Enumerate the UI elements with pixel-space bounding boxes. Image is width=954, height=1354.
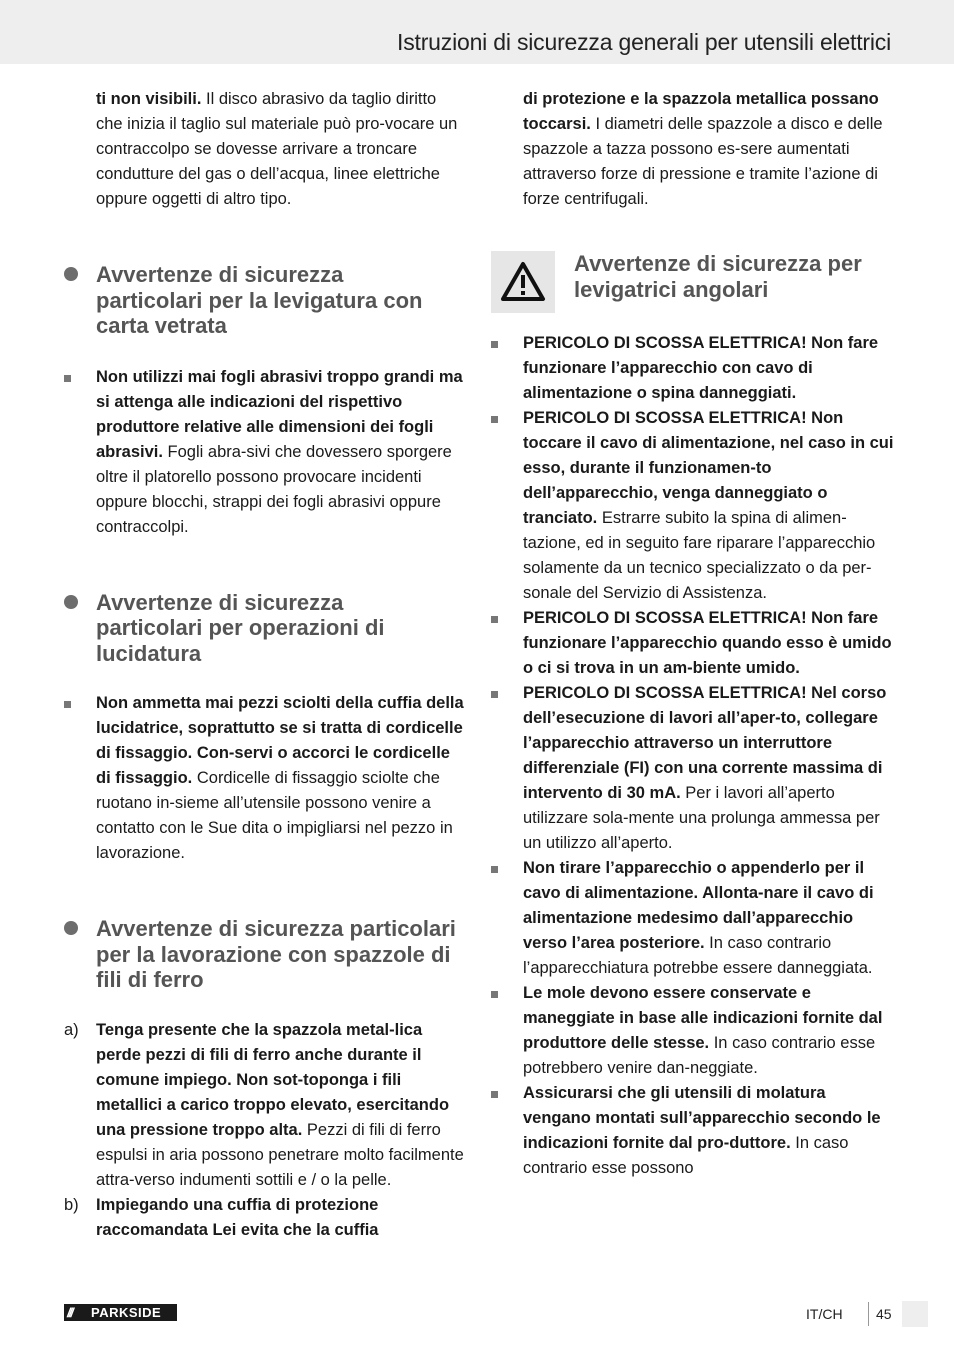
left-intro-bold: ti non visibili. [96, 90, 202, 108]
list-item [489, 606, 894, 681]
bullet-dot-icon [64, 267, 78, 281]
parkside-logo [64, 1304, 177, 1321]
right-intro-paragraph [489, 87, 894, 212]
item-bold: Non ammetta mai pezzi sciolti della cuffia della lucidatrice, soprattutto se si tratta di cordicelle di fissaggio. Con-servi o accorci le cordicelle di fissaggio. [96, 694, 464, 787]
item-bold: PERICOLO DI SCOSSA ELETTRICA! Non toccare il cavo di alimentazione, nel caso in cui esso, durante il funzionamen-to dell’apparecchio, venga danneggiato o tranciato. [523, 409, 894, 527]
left-column [62, 87, 467, 1243]
section-title: Avvertenze di sicurezza particolari per operazioni di lucidatura [96, 589, 385, 666]
footer-tab-marker [902, 1301, 928, 1327]
square-bullet-icon [491, 616, 498, 623]
item-bold: Assicurarsi che gli utensili di molatura vengano montati sull’apparecchio secondo le indicazioni fornite dal pro-duttore. [523, 1084, 881, 1152]
page-header [0, 0, 954, 64]
left-intro-text: Il disco abrasivo da taglio diritto che inizia il taglio sul materiale può pro-vocare un contraccolpo se dovesse arrivare a troncare condutture del gas o dell’acqua, linee elettriche oppure oggetti di altro tipo. [96, 90, 458, 208]
item-text: In caso contrario l’apparecchiatura potrebbe essere danneggiata. [523, 934, 873, 977]
warning-list [489, 331, 894, 1181]
item-text: Cordicelle di fissaggio sciolte che ruotano in-sieme all’utensile possono venire a contatto con le Sue dita o impigliarsi nel pezzo in lavorazione. [96, 769, 453, 862]
header-title: Istruzioni di sicurezza generali per utensili elettrici [397, 29, 891, 55]
item-bold: PERICOLO DI SCOSSA ELETTRICA! Non fare funzionare l’apparecchio quando esso è umido o ci si trova in un am-biente umido. [523, 609, 892, 677]
section-heading-spazzole [62, 916, 456, 993]
list-item [489, 331, 894, 406]
item-bold: Le mole devono essere conservate e maneggiate in base alle indicazioni fornite dal produttore delle stesse. [523, 984, 883, 1052]
section-heading-levigatura [62, 262, 446, 339]
warning-triangle-icon [500, 261, 546, 303]
warning-section-heading [489, 251, 894, 313]
item-text: Estrarre subito la spina di alimen-tazione, ed in seguito fare riparare l’apparecchio solamente da un tecnico specializzato o da per-sonale del Servizio di Assistenza. [523, 509, 876, 602]
square-bullet-icon [64, 375, 71, 382]
square-bullet-icon [491, 991, 498, 998]
right-intro-text: I diametri delle spazzole a disco e delle spazzole a tazza possono es-sere aumentati attraverso forze di pressione e tramite l’azione di forze centrifugali. [523, 115, 883, 208]
footer-divider [868, 1302, 869, 1326]
list-item [62, 1018, 467, 1193]
language-code: IT/CH [806, 1306, 843, 1322]
section-heading-lucidatura [62, 590, 446, 667]
section-title: Avvertenze di sicurezza particolari per la lavorazione con spazzole di fili di ferro [96, 916, 456, 992]
item-letter: b) [64, 1195, 79, 1214]
list-item [62, 365, 467, 540]
square-bullet-icon [491, 1091, 498, 1098]
square-bullet-icon [64, 701, 71, 708]
section-list [62, 691, 467, 866]
item-text: Per i lavori all’aperto utilizzare sola-mente una prolunga ammessa per un utilizzo all’aperto. [523, 784, 880, 852]
item-text: Fogli abra-sivi che dovessero sporgere oltre il platorello possono provocare incidenti oppure blocchi, strappi dei fogli abrasivi oppure contraccolpi. [96, 442, 452, 536]
left-intro-paragraph [62, 87, 467, 212]
item-bold: PERICOLO DI SCOSSA ELETTRICA! Non fare funzionare l’apparecchio con cavo di alimentazione o spina danneggiati. [523, 334, 879, 402]
square-bullet-icon [491, 416, 498, 423]
bullet-dot-icon [64, 921, 78, 935]
section-title: Avvertenze di sicurezza particolari per la levigatura con carta vetrata [96, 262, 423, 338]
item-text: In caso contrario esse possono [523, 1134, 849, 1177]
square-bullet-icon [491, 866, 498, 873]
section-list [62, 365, 467, 540]
list-item [489, 981, 894, 1081]
list-item [489, 1081, 894, 1181]
lettered-list [62, 1018, 467, 1243]
page-number: 45 [876, 1306, 892, 1322]
bullet-dot-icon [64, 595, 78, 609]
list-item [62, 691, 467, 866]
warning-title: Avvertenze di sicurezza per levigatrici angolari [574, 251, 862, 302]
item-bold: Impiegando una cuffia di protezione raccomandata Lei evita che la cuffia [96, 1195, 379, 1239]
brand-name: PARKSIDE [91, 1305, 162, 1320]
list-item [489, 856, 894, 981]
square-bullet-icon [491, 691, 498, 698]
square-bullet-icon [491, 341, 498, 348]
item-text: Pezzi di fili di ferro espulsi in aria possono penetrare molto facilmente attra-verso indumenti sottili e / o la pelle. [96, 1120, 464, 1189]
item-bold: Non utilizzi mai fogli abrasivi troppo grandi ma si attenga alle indicazioni del rispettivo produttore relative alle dimensioni dei fogli abrasivi. [96, 367, 463, 461]
list-item [489, 406, 894, 606]
item-bold: Tenga presente che la spazzola metal-lica perde pezzi di fili di ferro anche durante il comune impiego. Non sot-toponga i fili metallici a carico troppo elevato, esercitando una pressione troppo alta. [96, 1020, 450, 1139]
right-intro-bold: di protezione e la spazzola metallica possano toccarsi. [523, 90, 879, 133]
item-bold: PERICOLO DI SCOSSA ELETTRICA! Nel corso dell’esecuzione di lavori all’aper-to, collegare l’apparecchio attraverso un interruttore differenziale (FI) con una corrente massima di intervento di 30 mA. [523, 684, 887, 802]
list-item [489, 681, 894, 856]
item-text: In caso contrario esse potrebbero venire dan-neggiate. [523, 1034, 876, 1077]
logo-stripes-icon: /// [67, 1305, 72, 1320]
item-bold: Non tirare l’apparecchio o appenderlo per il cavo di alimentazione. Allonta-nare il cavo di alimentazione medesimo dall’apparecchio verso l’area posteriore. [523, 859, 874, 952]
right-column [489, 87, 894, 1181]
list-item [62, 1193, 467, 1243]
warning-icon-box [491, 251, 555, 313]
item-letter: a) [64, 1020, 79, 1039]
